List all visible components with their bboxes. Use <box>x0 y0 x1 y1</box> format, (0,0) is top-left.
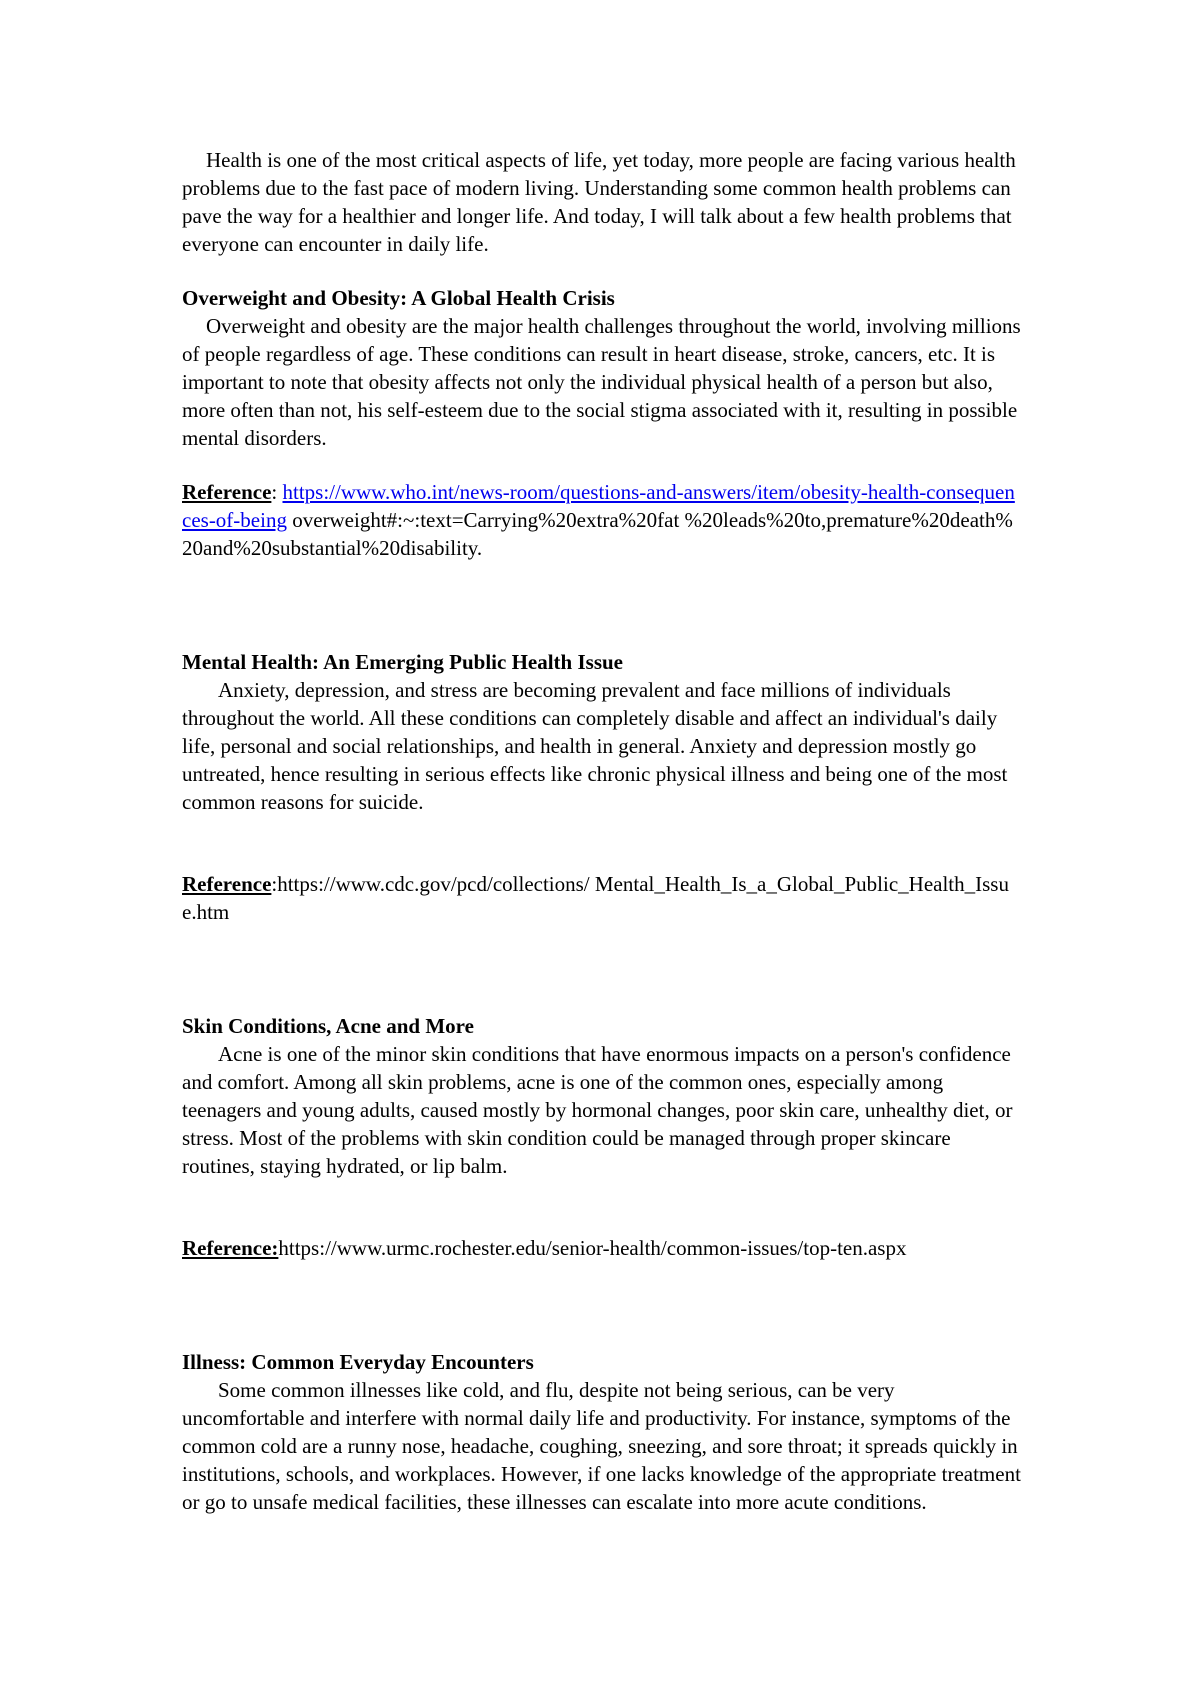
section-mental <box>182 648 1022 816</box>
obesity-reference-tail: overweight#:~:text=Carrying%20extra%20fat %20leads%20to,premature%20death%20and%20substantial%20disability. <box>182 508 1013 560</box>
mental-paragraph: Anxiety, depression, and stress are becoming prevalent and face millions of individuals throughout the world. All these conditions can completely disable and affect an individual's daily life, personal and social relationships, and health in general. Anxiety and depression mostly go untreated, hence resulting in serious effects like chronic physical illness and being one of the most common reasons for suicide. <box>182 678 1008 814</box>
skin-reference <box>182 1234 1022 1262</box>
obesity-reference-label: Reference <box>182 480 272 504</box>
obesity-reference-link[interactable]: https://www.who.int/news-room/questions-and-answers/item/obesity-health-consequences-of-being <box>182 480 1015 532</box>
section-obesity <box>182 284 1022 452</box>
intro-paragraph: Health is one of the most critical aspects of life, yet today, more people are facing various health problems due to the fast pace of modern living. Understanding some common health problems can pave the way for a healthier and longer life. And today, I will talk about a few health problems that everyone can encounter in daily life. <box>182 148 1016 256</box>
skin-paragraph: Acne is one of the minor skin conditions that have enormous impacts on a person's confidence and comfort. Among all skin problems, acne is one of the common ones, especially among teenagers and young adults, caused mostly by hormonal changes, poor skin care, unhealthy diet, or stress. Most of the problems with skin condition could be managed through proper skincare routines, staying hydrated, or lip balm. <box>182 1042 1013 1178</box>
intro-block <box>182 146 1022 258</box>
obesity-heading: Overweight and Obesity: A Global Health Crisis <box>182 286 615 310</box>
mental-heading: Mental Health: An Emerging Public Health Issue <box>182 650 623 674</box>
section-skin <box>182 1012 1022 1180</box>
obesity-paragraph: Overweight and obesity are the major health challenges throughout the world, involving millions of people regardless of age. These conditions can result in heart disease, stroke, cancers, etc. It is important to note that obesity affects not only the individual physical health of a person but also, more often than not, his self-esteem due to the social stigma associated with it, resulting in possible mental disorders. <box>182 314 1021 450</box>
skin-reference-tail: https://www.urmc.rochester.edu/senior-health/common-issues/top-ten.aspx <box>278 1236 907 1260</box>
skin-reference-label: Reference: <box>182 1236 279 1260</box>
mental-reference-tail: :https://www.cdc.gov/pcd/collections/ Mental_Health_Is_a_Global_Public_Health_Issue.htm <box>182 872 1009 924</box>
skin-heading: Skin Conditions, Acne and More <box>182 1014 474 1038</box>
mental-reference <box>182 870 1022 926</box>
obesity-reference-separator: : <box>271 480 283 504</box>
illness-paragraph: Some common illnesses like cold, and flu, despite not being serious, can be very uncomfortable and interfere with normal daily life and productivity. For instance, symptoms of the common cold are a runny nose, headache, coughing, sneezing, and sore throat; it spreads quickly in institutions, schools, and workplaces. However, if one lacks knowledge of the appropriate treatment or go to unsafe medical facilities, these illnesses can escalate into more acute conditions. <box>182 1378 1021 1514</box>
mental-reference-label: Reference <box>182 872 272 896</box>
obesity-reference <box>182 478 1022 562</box>
section-illness <box>182 1348 1022 1516</box>
illness-heading: Illness: Common Everyday Encounters <box>182 1350 534 1374</box>
